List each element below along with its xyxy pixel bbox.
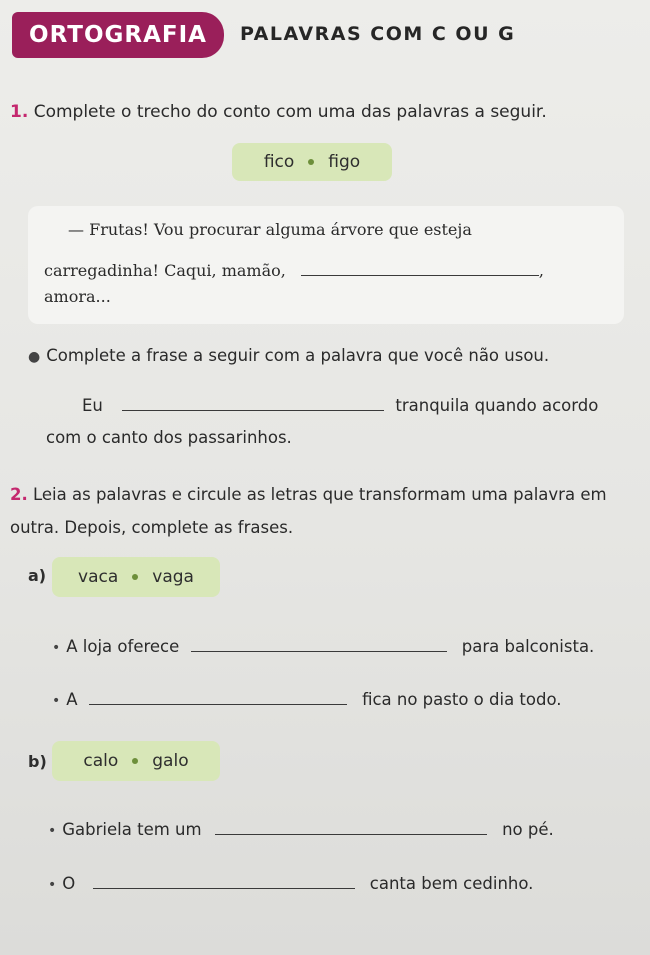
section-topic: PALAVRAS COM C OU G — [240, 23, 516, 45]
excerpt-line-3: amora... — [44, 287, 111, 306]
sentence-end: para balconista. — [461, 637, 595, 656]
word-options-b — [52, 741, 220, 781]
item-b-label: b) — [28, 752, 47, 771]
word-options-q1 — [232, 143, 392, 181]
separator-dot-icon — [132, 574, 138, 580]
sentence-b-1 — [48, 820, 554, 839]
separator-dot-icon — [308, 159, 314, 165]
question-2-number: 2. — [10, 485, 28, 504]
bullet-icon: ● — [28, 349, 41, 365]
separator-dot-icon — [132, 758, 138, 764]
sentence-line-2: com o canto dos passarinhos. — [46, 428, 292, 447]
sentence-end: canta bem cedinho. — [369, 874, 534, 893]
excerpt-line-2 — [44, 261, 544, 280]
bullet-icon: • — [48, 877, 57, 893]
word-options-a — [52, 557, 220, 597]
sentence-a-2 — [52, 690, 562, 709]
option-word: vaga — [152, 567, 194, 587]
bullet-icon: • — [52, 640, 61, 656]
section-header — [12, 12, 642, 58]
sentence-start: A — [66, 690, 78, 709]
question-1-number: 1. — [10, 102, 29, 122]
sentence-end: tranquila quando acordo — [395, 396, 599, 415]
story-excerpt — [28, 206, 624, 324]
answer-blank[interactable] — [215, 820, 487, 835]
answer-blank[interactable] — [122, 396, 384, 411]
answer-blank[interactable] — [93, 874, 355, 889]
question-2-text: Leia as palavras e circule as letras que transformam uma palavra em outra. Depois, complete as frases. — [10, 485, 607, 537]
answer-blank[interactable] — [191, 637, 447, 652]
question-2-instruction — [10, 478, 630, 544]
excerpt-line-1: — Frutas! Vou procurar alguma árvore que esteja — [68, 220, 472, 239]
option-word: calo — [83, 751, 119, 771]
item-a-label: a) — [28, 566, 47, 585]
option-word: galo — [152, 751, 189, 771]
option-word: figo — [328, 152, 361, 172]
sentence-line-1 — [82, 396, 598, 415]
badge-text: ORTOGRAFIA — [29, 22, 207, 48]
bullet-icon: • — [52, 693, 61, 709]
question-1-instruction — [10, 102, 547, 122]
sentence-start: A loja oferece — [66, 637, 180, 656]
question-1-text: Complete o trecho do conto com uma das palavras a seguir. — [33, 102, 547, 122]
sentence-end: fica no pasto o dia todo. — [362, 690, 562, 709]
excerpt-comma: , — [538, 261, 545, 280]
sentence-a-1 — [52, 637, 594, 656]
sentence-end: no pé. — [502, 820, 554, 839]
option-word: fico — [263, 152, 295, 172]
sentence-start: Eu — [82, 396, 103, 415]
subtask-text: Complete a frase a seguir com a palavra que você não usou. — [46, 346, 550, 365]
sentence-b-2 — [48, 874, 533, 893]
sentence-start: O — [62, 874, 76, 893]
option-word: vaca — [78, 567, 119, 587]
section-badge — [12, 12, 224, 58]
answer-blank[interactable] — [301, 261, 539, 276]
subtask-line — [28, 346, 549, 365]
sentence-start: Gabriela tem um — [62, 820, 202, 839]
excerpt-line-2-text: carregadinha! Caqui, mamão, — [44, 261, 286, 280]
answer-blank[interactable] — [89, 690, 347, 705]
bullet-icon: • — [48, 823, 57, 839]
